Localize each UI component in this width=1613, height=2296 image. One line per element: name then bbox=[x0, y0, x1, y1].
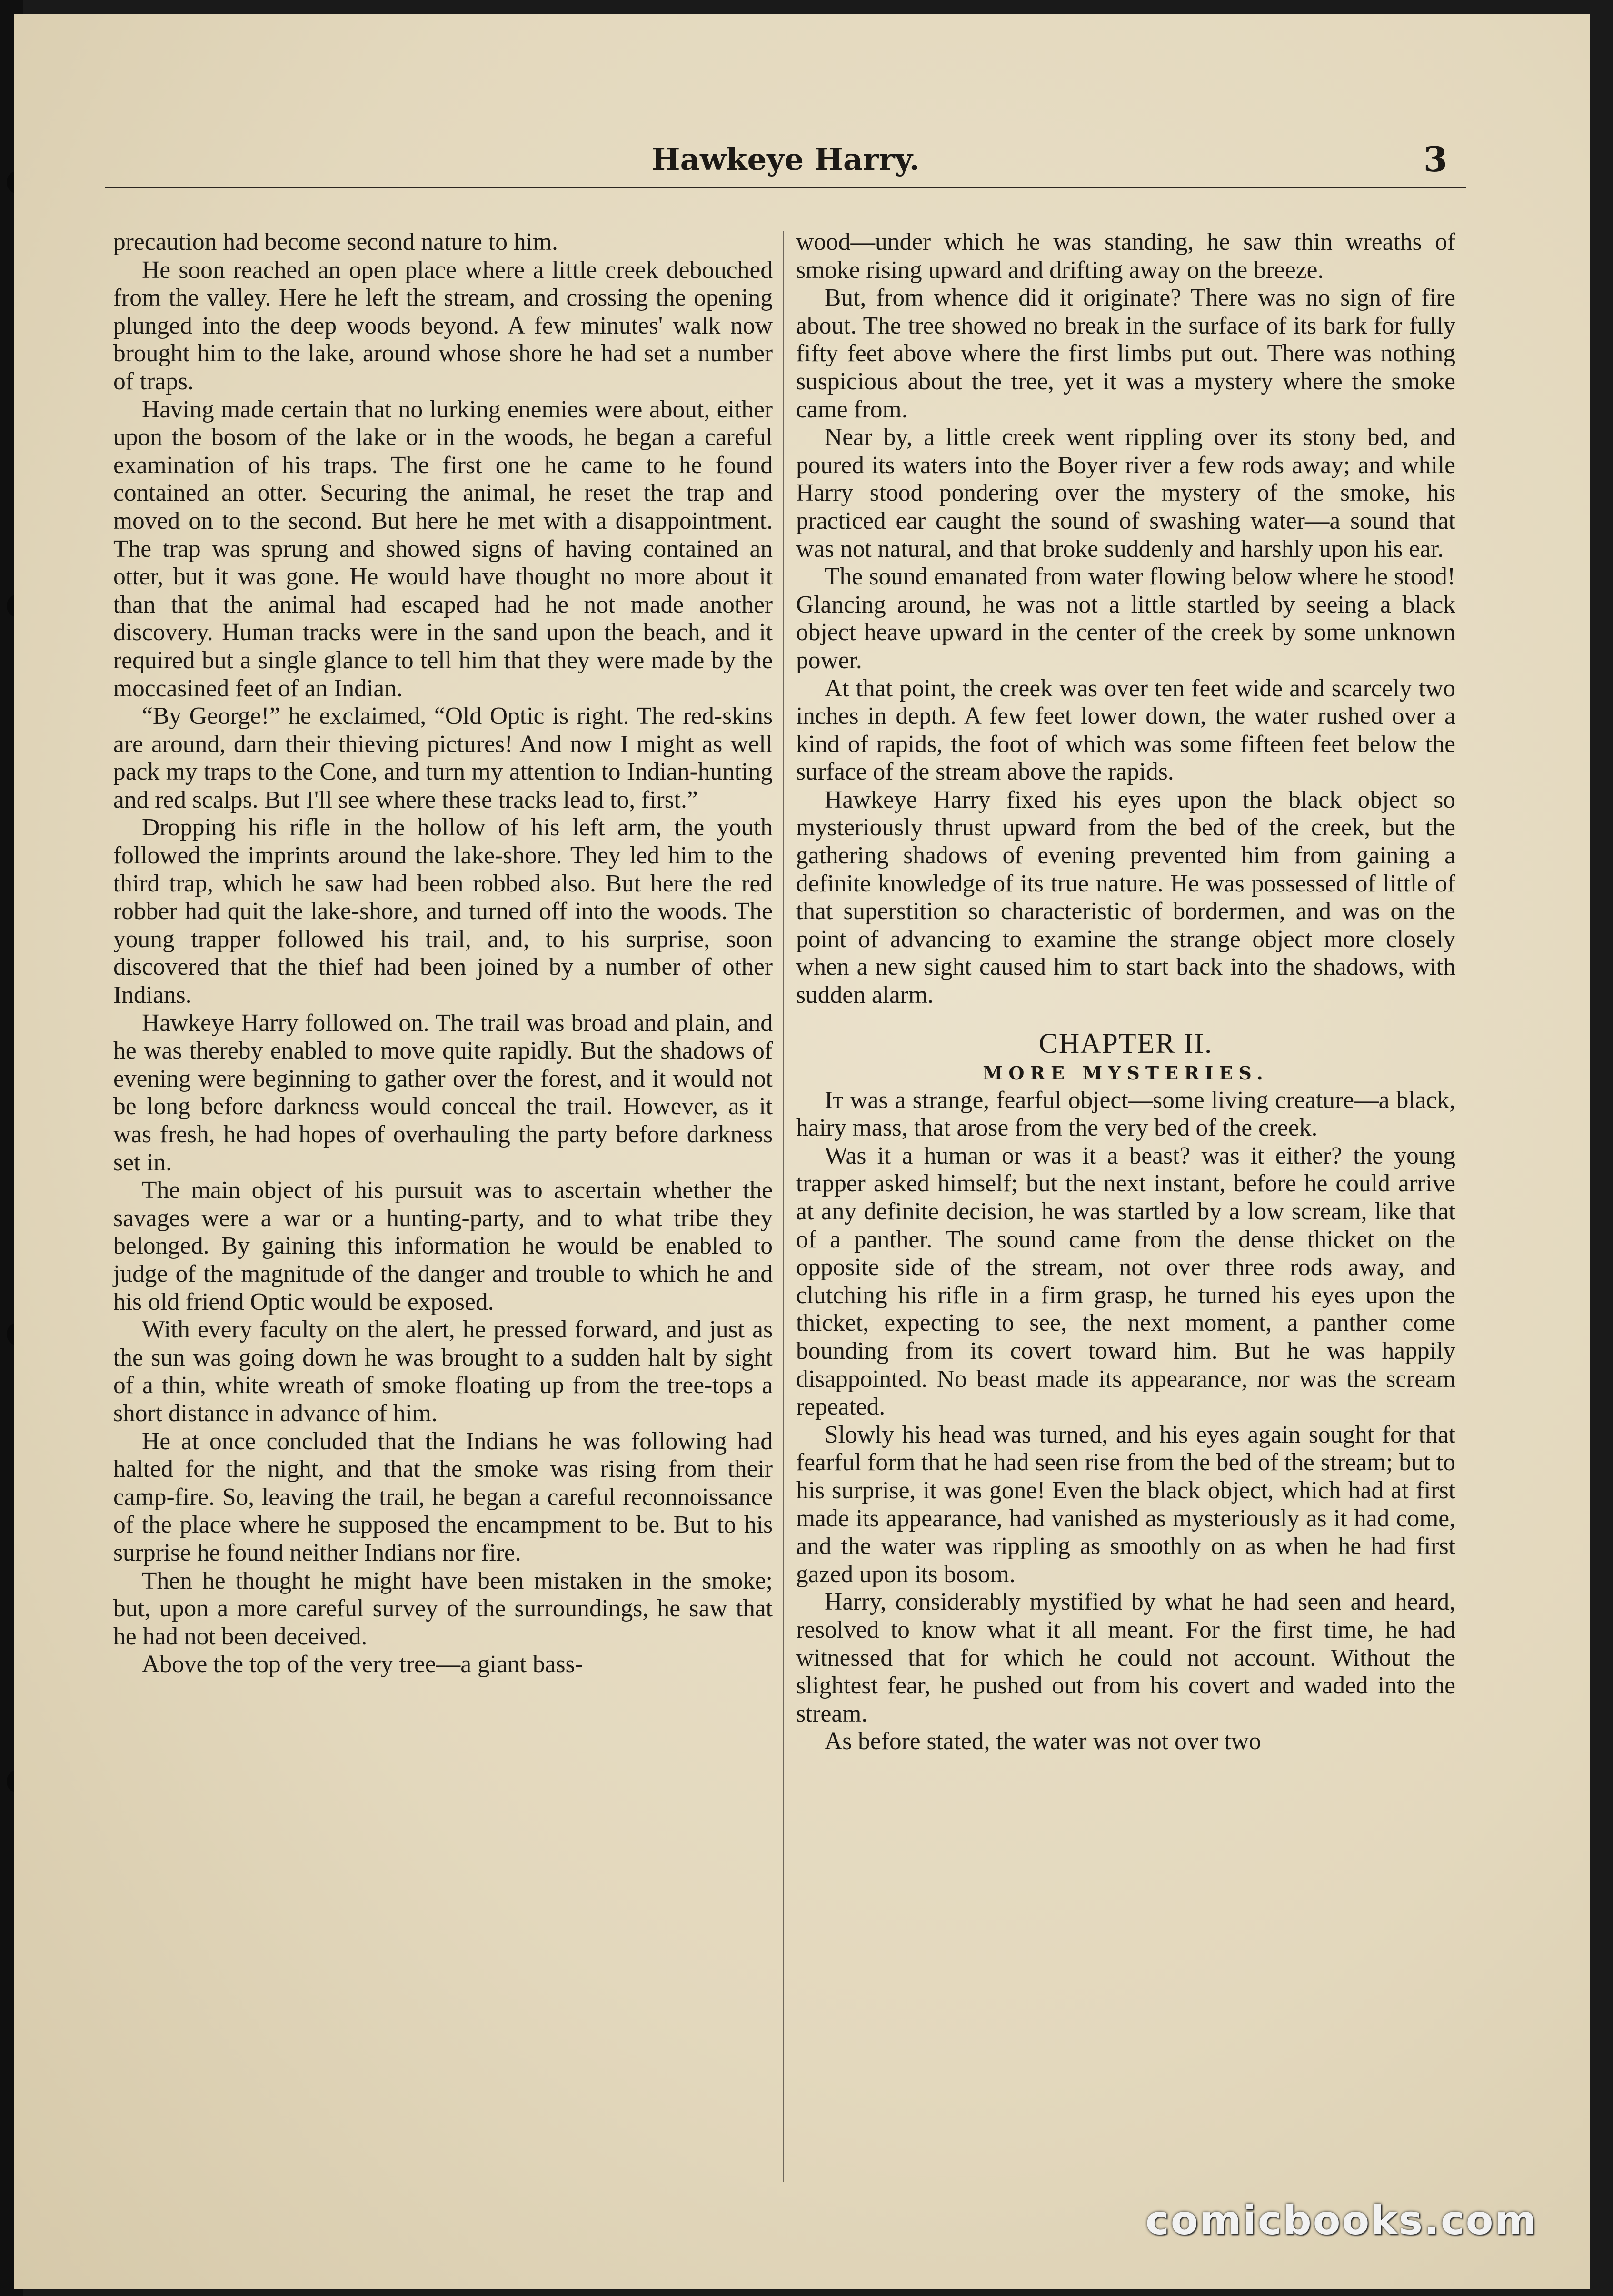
page-number: 3 bbox=[1423, 139, 1447, 179]
paragraph: Dropping his rifle in the hollow of his left arm, the youth followed the imprints around the lake-shore. They led him to the third trap, which he saw had been robbed also. But here the red robber had quit the lake-shore, and turned off into the woods. The young trapper followed his trail, and, to his surprise, soon discovered that the thief had been joined by a number of other Indians. bbox=[113, 814, 773, 1009]
magazine-page bbox=[14, 14, 1590, 2289]
paragraph: Harry, considerably mystified by what he had seen and heard, resolved to know what it all meant. For the first time, he had witnessed that for which he could not account. Without the slightest fear, he pushed out from his covert and waded into the stream. bbox=[796, 1588, 1455, 1727]
page-header bbox=[105, 139, 1466, 188]
paragraph: precaution had become second nature to him. bbox=[113, 228, 558, 256]
paragraph: Was it a human or was it a beast? was it either? the young trapper asked himself; but the next instant, before he could arrive at any definite decision, he was startled by a low scream, like that of a panther. The sound came from the dense thicket on the opposite side of the stream, not over three rods away, and clutching his rifle in a firm grasp, he turned his eyes upon the thicket, expecting to see, the next moment, a panther come bounding from its covert toward him. But he was happily disappointed. No beast made its appearance, nor was the scream repeated. bbox=[796, 1142, 1455, 1421]
chapter-first-word: It bbox=[825, 1086, 844, 1114]
chapter-title: CHAPTER II. bbox=[1038, 1027, 1213, 1059]
paragraph: The main object of his pursuit was to ascertain whether the savages were a war or a hunting-party, and to what tribe they belonged. By gaining this information he would be enabled to judge of the magnitude of the danger and trouble to which he and his old friend Optic would be exposed. bbox=[113, 1177, 773, 1316]
paragraph: Having made certain that no lurking enemies were about, either upon the bosom of the lake or in the woods, he began a careful examination of his traps. The first one he came to he found contained an otter. Securing the animal, he reset the trap and moved on to the second. But here he met with a disappointment. The trap was sprung and showed signs of having contained an otter, but it was gone. He would have thought no more about it than that the animal had escaped had he not made another discovery. Human tracks were in the sand upon the beach, and it required but a single glance to tell him that they were made by the moccasined feet of an Indian. bbox=[113, 396, 773, 702]
paragraph: “By George!” he exclaimed, “Old Optic is right. The red-skins are around, darn their thieving pictures! And now I might as well pack my traps to the Cone, and turn my attention to Indian-hunting and red scalps. But I'll see where these tracks lead to, first.” bbox=[113, 703, 773, 813]
paragraph: With every faculty on the alert, he pressed forward, and just as the sun was going down he was brought to a sudden halt by sight of a thin, white wreath of smoke floating up from the tree-tops a short distance in advance of him. bbox=[113, 1316, 773, 1427]
paragraph: Near by, a little creek went rippling over its stony bed, and poured its waters into the Boyer river a few rods away; and while Harry stood pondering over the mystery of the smoke, his practiced ear caught the sound of swashing water—a sound that was not natural, and that broke suddenly and harshly upon his ear. bbox=[796, 424, 1455, 563]
paragraph: Above the top of the very tree—a giant bass- bbox=[142, 1651, 583, 1678]
paragraph: Slowly his head was turned, and his eyes again sought for that fearful form that he had seen rise from the bed of the stream; but to his surprise, it was gone! Even the black object, which had at first made its appearance, had vanished as mysteriously as it had come, and the water was rippling as smoothly on as when he had first gazed upon its bosom. bbox=[796, 1421, 1455, 1588]
chapter-first-para-text: was a strange, fearful object—some living creature—a black, hairy mass, that arose from the very bed of the creek. bbox=[796, 1086, 1455, 1142]
running-title: Hawkeye Harry. bbox=[651, 142, 920, 178]
paragraph: Hawkeye Harry fixed his eyes upon the black object so mysteriously thrust upward from the bed of the creek, but the gathering shadows of evening prevented him from gaining a definite knowledge of its true nature. He was possessed of little of that superstition so characteristic of bordermen, and was on the point of advancing to examine the strange object more closely when a new sight caused him to start back into the shadows, with sudden alarm. bbox=[796, 786, 1455, 1009]
paragraph: He at once concluded that the Indians he was following had halted for the night, and that the smoke was rising from their camp-fire. So, leaving the trail, he began a careful reconnoissance of the place where he supposed the encampment to be. But to his surprise he found neither Indians nor fire. bbox=[113, 1427, 773, 1566]
paragraph: Then he thought he might have been mistaken in the smoke; but, upon a more careful survey of the surroundings, he saw that he had not been deceived. bbox=[113, 1567, 773, 1650]
paragraph: He soon reached an open place where a little creek debouched from the valley. Here he left the stream, and crossing the opening plunged into the deep woods beyond. A few minutes' walk now brought him to the lake, around whose shore he had set a number of traps. bbox=[113, 256, 773, 395]
column-divider bbox=[783, 231, 784, 2182]
paragraph: At that point, the creek was over ten feet wide and scarcely two inches in depth. A few feet lower down, the water rushed over a kind of rapids, the foot of which was some fifteen feet below the surface of the stream above the rapids. bbox=[796, 674, 1455, 786]
chapter-opening-paragraph bbox=[796, 1087, 1455, 1142]
chapter-subtitle: MORE MYSTERIES. bbox=[983, 1062, 1269, 1084]
watermark: comicbooks.com bbox=[1145, 2197, 1538, 2244]
paragraph: But, from whence did it originate? There was no sign of fire about. The tree showed no break in the surface of its bark for fully fifty feet above where the first limbs put out. There was nothing suspicious about the tree, yet it was a mystery where the smoke came from. bbox=[796, 284, 1455, 423]
paragraph: wood—under which he was standing, he saw thin wreaths of smoke rising upward and drifting away on the breeze. bbox=[796, 228, 1455, 284]
left-column bbox=[113, 228, 773, 1679]
paragraph: As before stated, the water was not over two bbox=[825, 1728, 1261, 1755]
paragraph: Hawkeye Harry followed on. The trail was broad and plain, and he was thereby enabled to move quite rapidly. But the shadows of evening were beginning to gather over the forest, and it would not be long before darkness would conceal the trail. However, as it was fresh, he had hopes of overhauling the party before darkness set in. bbox=[113, 1009, 773, 1176]
paragraph: The sound emanated from water flowing below where he stood! Glancing around, he was not a little startled by seeing a black object heave upward in the center of the creek by some unknown power. bbox=[796, 563, 1455, 674]
right-column bbox=[796, 228, 1455, 1756]
